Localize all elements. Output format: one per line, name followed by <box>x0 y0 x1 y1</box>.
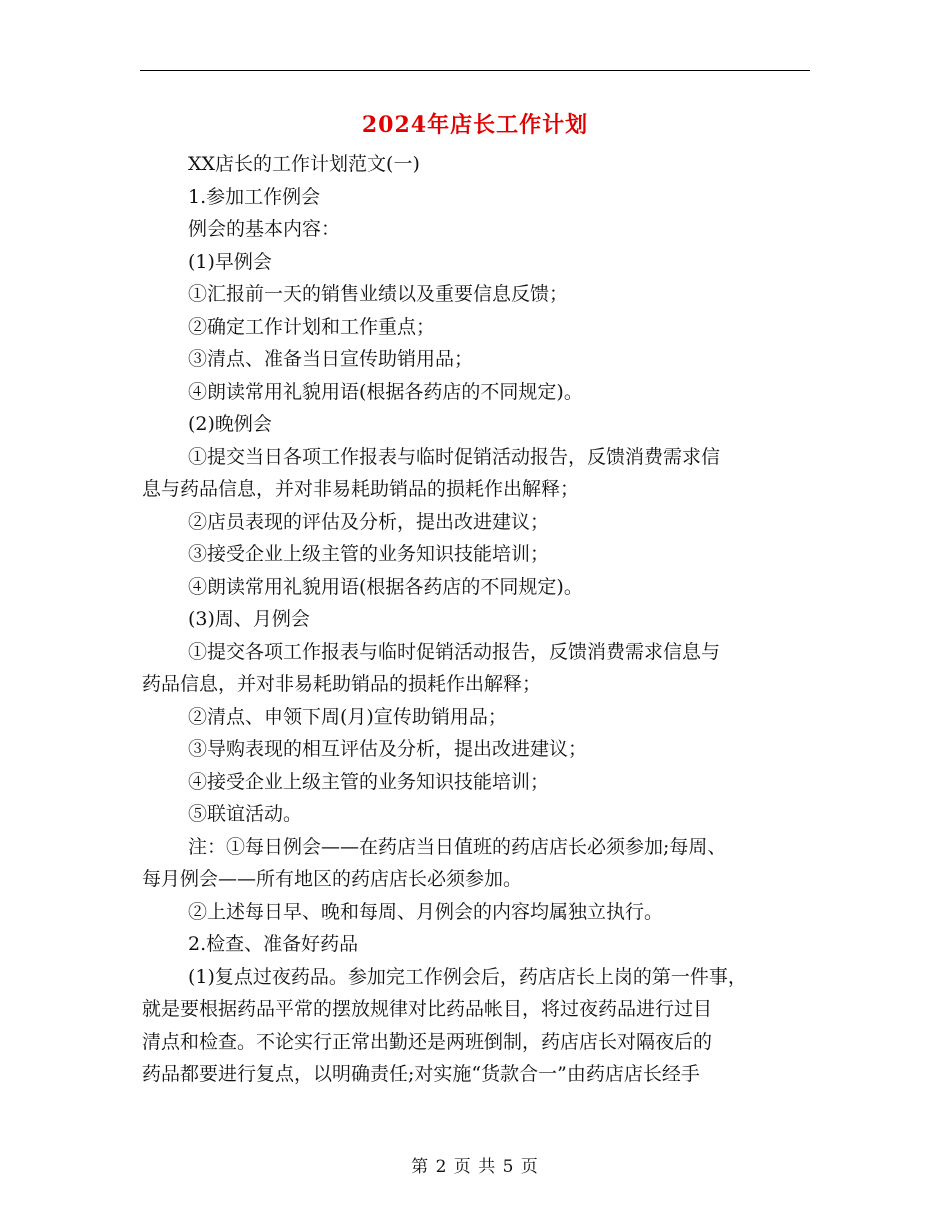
text-line: 就是要根据药品平常的摆放规律对比药品帐目，将过夜药品进行过目 <box>142 998 713 1020</box>
text-line: (1)复点过夜药品。参加完工作例会后，药店店长上岗的第一件事， <box>188 965 747 988</box>
text-line: 息与药品信息，并对非易耗助销品的损耗作出解释； <box>142 478 580 500</box>
text-line: ②确定工作计划和工作重点； <box>188 315 436 338</box>
text-line: 药品信息，并对非易耗助销品的损耗作出解释； <box>142 673 542 695</box>
text-line: ⑤联谊活动。 <box>188 803 303 825</box>
text-line: (2)晚例会 <box>188 413 272 435</box>
text-line: 清点和检查。不论实行正常出勤还是两班倒制，药店店长对隔夜后的 <box>142 1030 713 1053</box>
text-line: ②店员表现的评估及分析，提出改进建议； <box>188 510 550 533</box>
text-line: ①汇报前一天的销售业绩以及重要信息反馈； <box>188 283 569 305</box>
text-line: 药品都要进行复点，以明确责任;对实施“货款合一”由药店店长经手 <box>142 1063 700 1085</box>
text-line: 1.参加工作例会 <box>188 185 321 208</box>
text-line: ②清点、申领下周(月)宣传助销用品； <box>188 705 507 728</box>
page-footer: 第 2 页 共 5 页 <box>411 1157 539 1177</box>
text-line: 例会的基本内容： <box>188 218 341 240</box>
text-line: 注：①每日例会——在药店当日值班的药店店长必须参加;每周、 <box>188 835 727 858</box>
text-line: 每月例会——所有地区的药店店长必须参加。 <box>142 868 523 890</box>
text-line: ①提交各项工作报表与临时促销活动报告，反馈消费需求信息与 <box>188 640 721 663</box>
text-line: ①提交当日各项工作报表与临时促销活动报告，反馈消费需求信 <box>188 445 721 468</box>
header-rule <box>140 70 810 71</box>
text-line: 2.检查、准备好药品 <box>188 933 359 955</box>
text-line: ③接受企业上级主管的业务知识技能培训； <box>188 543 550 565</box>
text-line: ④朗读常用礼貌用语(根据各药店的不同规定)。 <box>188 380 583 403</box>
text-line: ④朗读常用礼貌用语(根据各药店的不同规定)。 <box>188 575 583 598</box>
text-line: ②上述每日早、晚和每周、月例会的内容均属独立执行。 <box>188 900 664 923</box>
text-line: (3)周、月例会 <box>188 608 310 630</box>
document-title: 2024年店长工作计划 <box>361 112 589 138</box>
text-line: ③清点、准备当日宣传助销用品； <box>188 348 474 370</box>
text-line: (1)早例会 <box>188 250 272 273</box>
text-line: XX店长的工作计划范文(一) <box>188 153 420 175</box>
text-line: ④接受企业上级主管的业务知识技能培训； <box>188 770 550 793</box>
document-body <box>142 148 814 1091</box>
text-line: ③导购表现的相互评估及分析，提出改进建议； <box>188 738 588 760</box>
